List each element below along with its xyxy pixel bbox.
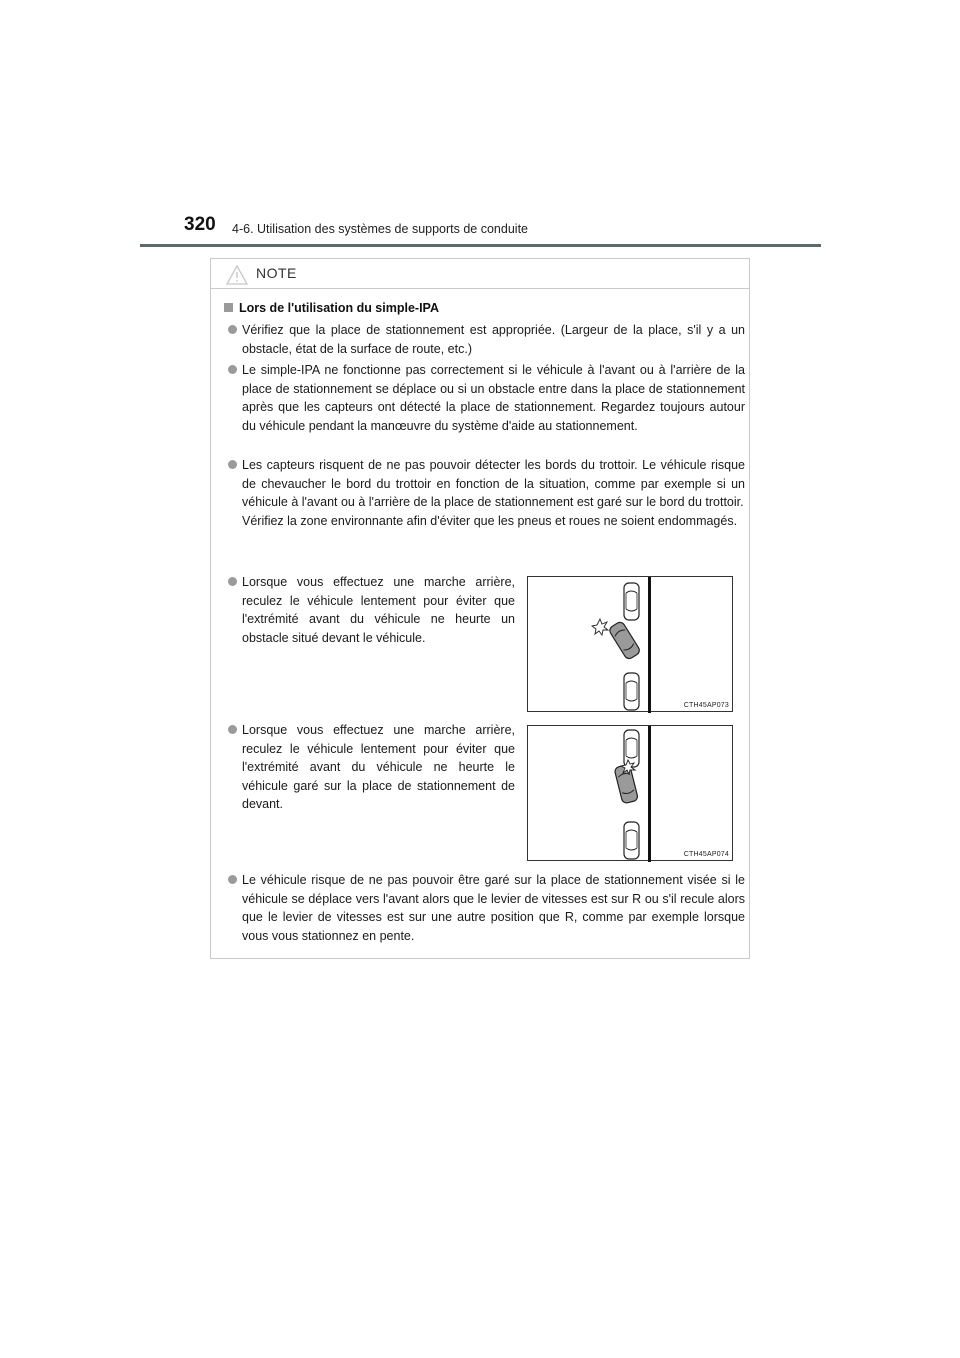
reversing-car [608,621,641,661]
list-item [228,573,515,647]
bullet-text: Lorsque vous effectuez une marche arrière, reculez le véhicule lentement pour éviter que l'extrémité avant du véhicule ne heurte le véhicule garé sur la place de stationnement de devant. [242,723,515,811]
bullet-text: Le simple-IPA ne fonctionne pas correctement si le véhicule à l'avant ou à l'arrière de la place de stationnement se déplace ou si un obstacle entre dans la place de stationnement après que les capteurs ont détecté la place de stationnement. Regardez toujours autour du véhicule pendant la manœuvre du système d'aide au stationnement. [242,363,745,433]
figure-front-obstacle [527,576,733,712]
list-item [228,456,745,530]
parked-car-rear [624,673,639,710]
list-item [228,721,515,814]
warning-icon [226,265,248,285]
bullet-icon [228,577,237,586]
bullet-text: Lorsque vous effectuez une marche arrière, reculez le véhicule lentement pour éviter que l'extrémité avant du véhicule ne heurte un obstacle situé devant le véhicule. [242,575,515,645]
section-title: 4-6. Utilisation des systèmes de supports de conduite [232,222,528,236]
heading-text: Lors de l'utilisation du simple-IPA [239,301,439,315]
parked-car-rear [624,822,639,859]
parked-car-front [624,583,639,620]
bullet-icon [228,725,237,734]
page-number: 320 [184,214,216,235]
list-item [228,361,745,435]
note-header [211,259,749,289]
list-item [228,321,745,358]
bullet-text: Le véhicule risque de ne pas pouvoir être garé sur la place de stationnement visée si le véhicule se déplace vers l'avant alors que le levier de vitesses est sur R ou s'il recule alors que le levier de vitesses est sur une autre position que R, comme par exemple lorsque vous vous stationnez en pente. [242,873,745,943]
heading-square-icon [224,303,233,312]
figure-front-vehicle [527,725,733,861]
bullet-text: Vérifiez que la place de stationnement est appropriée. (Largeur de la place, s'il y a un obstacle, état de la surface de route, etc.) [242,323,745,356]
note-label: NOTE [256,265,297,281]
bullet-icon [228,875,237,884]
bullet-icon [228,325,237,334]
note-box [210,258,750,959]
bullet-icon [228,365,237,374]
parking-illustration [528,577,734,713]
header-rule [140,244,821,247]
bullet-text: Les capteurs risquent de ne pas pouvoir détecter les bords du trottoir. Le véhicule risque de chevaucher le bord du trottoir en fonction de la situation, comme par exemple si un véhicule à l'avant ou à l'arrière de la place de stationnement est garé sur le bord du trottoir. Vérifiez la zone environnante afin d'éviter que les pneus et roues ne soient endommagés. [242,458,745,528]
bullet-icon [228,460,237,469]
figure-code: CTH45AP073 [683,702,729,709]
impact-icon [592,619,608,635]
list-item [228,871,745,945]
section-heading [224,301,439,315]
parking-illustration [528,726,734,862]
parked-car-front [624,730,639,767]
figure-code: CTH45AP074 [683,851,729,858]
